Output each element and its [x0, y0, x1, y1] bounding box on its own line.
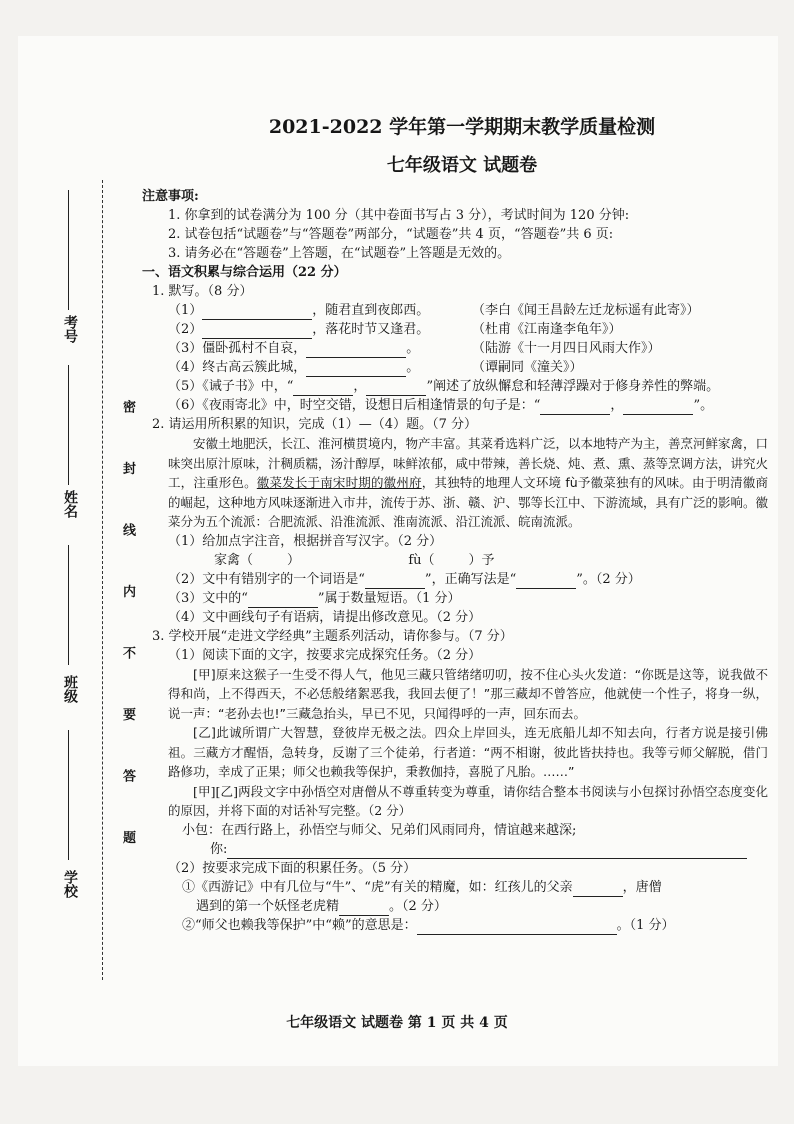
answer-blank[interactable] [202, 305, 312, 320]
answer-blank[interactable] [339, 901, 389, 916]
excerpt-jia: [甲]原来这猴子一生受不得人气，他见三藏只管绪绪叨叨，按不住心头火发道：“你既是这等，说我做不得和尚，上不得西天，不必恁般绪絮恶我，我回去便了！”那三藏却不曾答应，他就使一个性子，将身一纵，说一声：“老孙去也!”三藏急抬头，早已不见，只闻得呼的一声，回东而去。 [168, 666, 768, 721]
q3-sub1: （1）阅读下面的文字，按要求完成探究任务。（2 分） [168, 647, 482, 663]
class-line [68, 545, 69, 665]
q3-sub2-item1: ①《西游记》中有几位与“牛”、“虎”有关的精魔，如：红孩儿的父亲 ，唐僧 [182, 879, 662, 895]
source-note: （杜甫《江南逢李龟年》） [472, 322, 622, 337]
section-heading: 一、语文积累与综合运用（22 分） [142, 265, 347, 280]
q2-sub4: （4）文中画线句子有语病，请提出修改意见。（2 分） [168, 609, 482, 625]
exam-number-line [68, 190, 69, 310]
q3-task: [甲][乙]两段文字中孙悟空对唐僧从不尊重转变为尊重，请你结合整本书阅读与小包探讨孙悟空态度变化的原因，并将下面的对话补写完整。（2 分） [168, 783, 768, 818]
school-label: 学校 [62, 870, 78, 898]
q3-sub2-item1-cont: 遇到的第一个妖怪老虎精 。（2 分） [196, 898, 447, 914]
exam-number-label: 考号 [62, 315, 78, 343]
dialogue-you: 你: [142, 840, 782, 859]
binding-margin [30, 170, 135, 990]
source-note: （李白《闻王昌龄左迁龙标遥有此寄》） [472, 303, 700, 318]
answer-blank[interactable] [306, 343, 406, 358]
answer-blank[interactable] [516, 574, 576, 589]
name-line-top [68, 365, 69, 485]
q2-sub1: （1）给加点字注音，根据拼音写汉字。（2 分） [168, 533, 443, 549]
excerpt-yi: [乙]此诚所谓广大智慧，登彼岸无极之法。四众上岸回头，连无底船儿却不知去向，行者方说是接引佛祖。三藏方才醒悟，急转身，反谢了三个徒弟，行者道：“两不相谢，彼此皆扶持也。我等亏师父解脱，借门路修功，幸成了正果；师父也赖我等保护，秉教伽持，喜脱了凡胎。……” [168, 725, 768, 779]
seal-text: 密 封 线 内 不 要 答 题 [120, 400, 135, 866]
seal-rule [102, 180, 103, 980]
recite-line-3: （3）僵卧孤村不自哀， 。 （陆游《十一月四日风雨大作》） [168, 341, 661, 356]
notice-item: 2. 试卷包括“试题卷”与“答题卷”两部分，“试题卷”共 4 页，“答题卷”共 6 页: [168, 227, 614, 242]
recite-line-4: （4）终古高云簇此城， 。 （谭嗣同《潼关》） [168, 360, 583, 375]
question-2-heading: 2. 请运用所积累的知识，完成（1）—（4）题。（7 分） [152, 417, 477, 432]
answer-blank[interactable] [227, 844, 747, 859]
dialogue-xiaobao: 小包：在西行路上，孙悟空与师父、兄弟们风雨同舟，情谊越来越深; [182, 822, 577, 838]
notice-item: 1. 你拿到的试卷满分为 100 分（其中卷面书写占 3 分），考试时间为 120 分钟: [168, 208, 630, 223]
class-label: 班级 [62, 675, 78, 703]
pinyin-row: 家禽（ ） fù（ ）予 [214, 552, 495, 568]
name-label: 姓名 [62, 490, 78, 518]
question-1-heading: 1. 默写。（8 分） [152, 284, 253, 299]
answer-blank[interactable] [573, 882, 623, 897]
answer-blank[interactable] [623, 400, 693, 415]
school-line [68, 730, 69, 860]
page-title: 2021-2022 学年第一学期期末教学质量检测 [268, 116, 656, 138]
recite-line-5: （5）《诫子书》中，“ ， ”阐述了放纵懈怠和轻薄浮躁对于修身养性的弊端。 [168, 379, 720, 394]
answer-blank[interactable] [366, 381, 426, 396]
answer-blank[interactable] [365, 574, 425, 589]
source-note: （谭嗣同《潼关》） [472, 360, 583, 375]
source-note: （陆游《十一月四日风雨大作》） [472, 341, 661, 356]
answer-blank[interactable] [417, 920, 617, 935]
underlined-sentence: 徽菜发长于南宋时期的徽州府 [256, 475, 422, 490]
reading-passage: 安徽土地肥沃，长江、淮河横贯境内，物产丰富。其菜肴选料广泛，以本地特产为主，善烹河鲜家禽，口味突出原汁原味，汁稠质糯，汤汁醇厚，味鲜浓郁，咸中带辣，善长烧、炖、煮、熏、蒸等烹调方法，讲究火工，注重形色。徽菜发长于南宋时期的徽州府，其独特的地理人文环境 fù予徽菜独有的风味。由于明清徽商的崛起，这种地方风味逐渐进入市井，流传于苏、浙、赣、沪、鄂等长江中、下游流域，具有广泛的影响。徽菜分为五个流派：合肥流派、沿淮流派、淮南流派、沿江流派、皖南流派。 [168, 436, 769, 529]
answer-blank[interactable] [306, 362, 406, 377]
exam-content [142, 112, 782, 935]
answer-blank[interactable] [540, 400, 610, 415]
answer-blank[interactable] [293, 381, 353, 396]
recite-line-2: （2） ，落花时节又逢君。 （杜甫《江南逢李龟年》） [168, 322, 622, 337]
question-3-heading: 3. 学校开展“走进文学经典”主题系列活动，请你参与。（7 分） [152, 628, 513, 644]
recite-line-6: （6）《夜雨寄北》中，时空交错，设想日后相逢情景的句子是：“ ， ”。 [168, 398, 714, 413]
q3-sub2-item2: ②“师父也赖我等保护”中“赖”的意思是： 。（1 分） [182, 917, 675, 933]
notice-heading: 注意事项: [142, 189, 199, 204]
q2-sub2: （2）文中有错别字的一个词语是“ ”，正确写法是“ ”。（2 分） [168, 571, 641, 587]
answer-blank[interactable] [202, 324, 312, 339]
notice-item: 3. 请务必在“答题卷”上答题，在“试题卷”上答题是无效的。 [168, 246, 511, 261]
q3-sub2: （2）按要求完成下面的积累任务。（5 分） [168, 860, 417, 876]
answer-blank[interactable] [248, 593, 318, 608]
recite-line-1: （1） ，随君直到夜郎西。 （李白《闻王昌龄左迁龙标遥有此寄》） [168, 303, 700, 318]
q2-sub3: （3）文中的“ ”属于数量短语。（1 分） [168, 590, 461, 606]
page-footer: 七年级语文 试题卷 第 1 页 共 4 页 [286, 1015, 508, 1031]
page-subtitle: 七年级语文 试题卷 [386, 155, 538, 176]
